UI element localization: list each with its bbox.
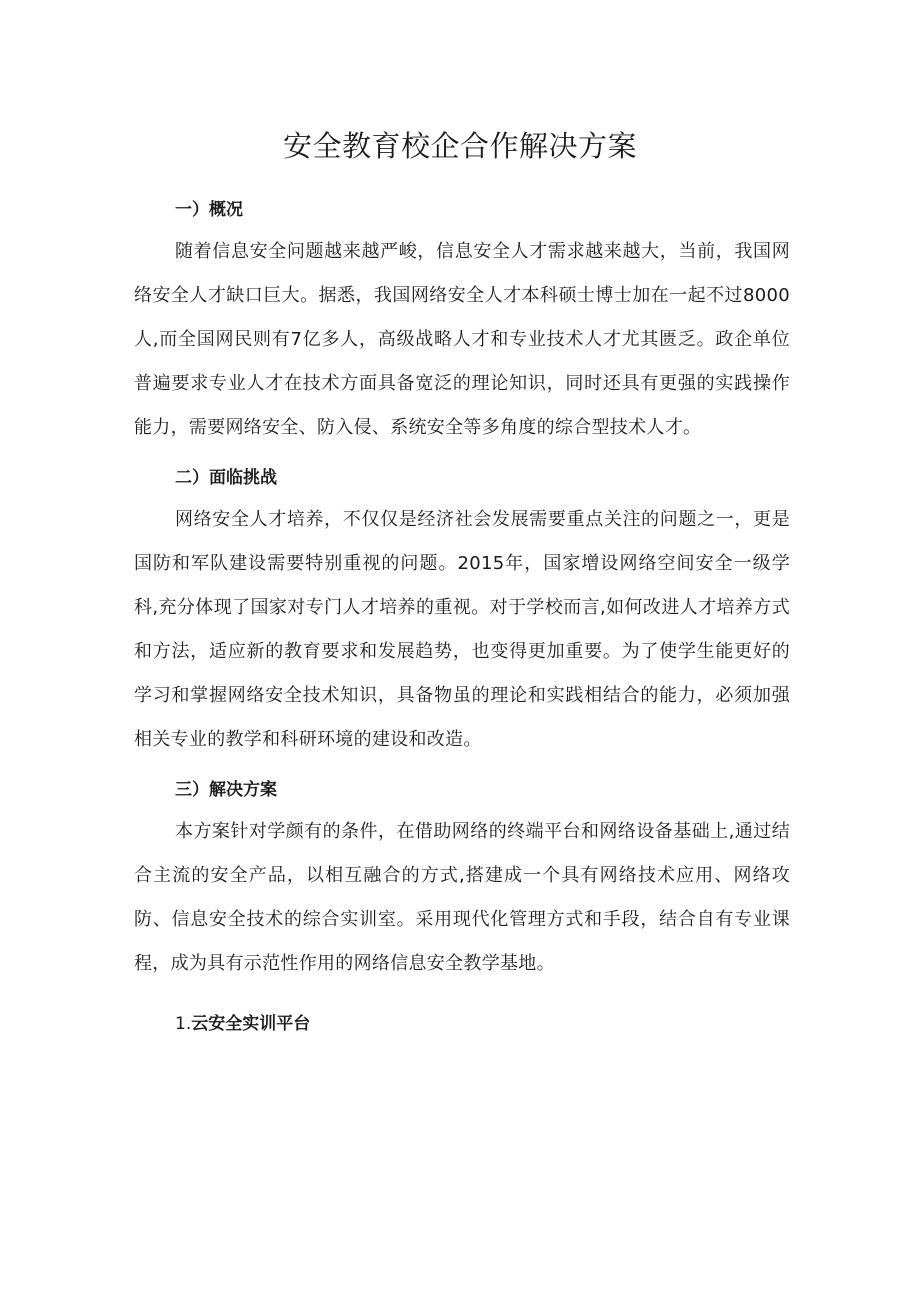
section-heading-overview: 一）概况 bbox=[175, 200, 243, 220]
document-body bbox=[134, 190, 790, 1036]
section-challenges bbox=[134, 458, 790, 762]
subheading-text: 云安全实训平台 bbox=[191, 1014, 311, 1034]
paragraph-overview: 随着信息安全问题越来越严峻，信息安全人才需求越来越大，当前，我国网络安全人才缺口巨大。据悉，我国网络安全人才本科硕士博士加在一起不过8000人,而全国网民则有7亿多人，高级战略人才和专业技术人才尤其匮乏。政企单位普遍要求专业人才在技术方面具备宽泛的理论知识，同时还具有更强的实践操作能力，需要网络安全、防入侵、系统安全等多角度的综合型技术人才。 bbox=[134, 241, 790, 438]
spacer bbox=[134, 762, 790, 770]
section-heading-solution: 三）解决方案 bbox=[175, 780, 277, 800]
section-solution bbox=[134, 770, 790, 986]
paragraph-challenges: 网络安全人才培养，不仅仅是经济社会发展需要重点关注的问题之一，更是国防和军队建设需要特别重视的问题。2015年，国家增设网络空间安全一级学科,充分体现了国家对专门人才培养的重视。对于学校而言,如何改进人才培养方式和方法，适应新的教育要求和发展趋势，也变得更加重要。为了使学生能更好的学习和掌握网络安全技术知识，具备物虽的理论和实践相结合的能力，必须加强相关专业的教学和科研环境的建设和改造。 bbox=[134, 509, 790, 750]
spacer bbox=[134, 450, 790, 458]
subheading-cloud-security-platform bbox=[134, 986, 790, 1036]
document-title: 安全教育校企合作解决方案 bbox=[282, 129, 637, 163]
paragraph-solution: 本方案针对学颜有的条件，在借助网络的终端平台和网络设备基础上,通过结合主流的安全产品，以相互融合的方式,搭建成一个具有网络技术应用、网络攻防、信息安全技术的综合实训室。采用现代化管理方式和手段，结合自有专业课程，成为具有示范性作用的网络信息安全教学基地。 bbox=[134, 821, 790, 974]
subheading-number: 1. bbox=[175, 1014, 192, 1034]
section-overview bbox=[134, 190, 790, 450]
section-heading-challenges: 二）面临挑战 bbox=[175, 468, 277, 488]
